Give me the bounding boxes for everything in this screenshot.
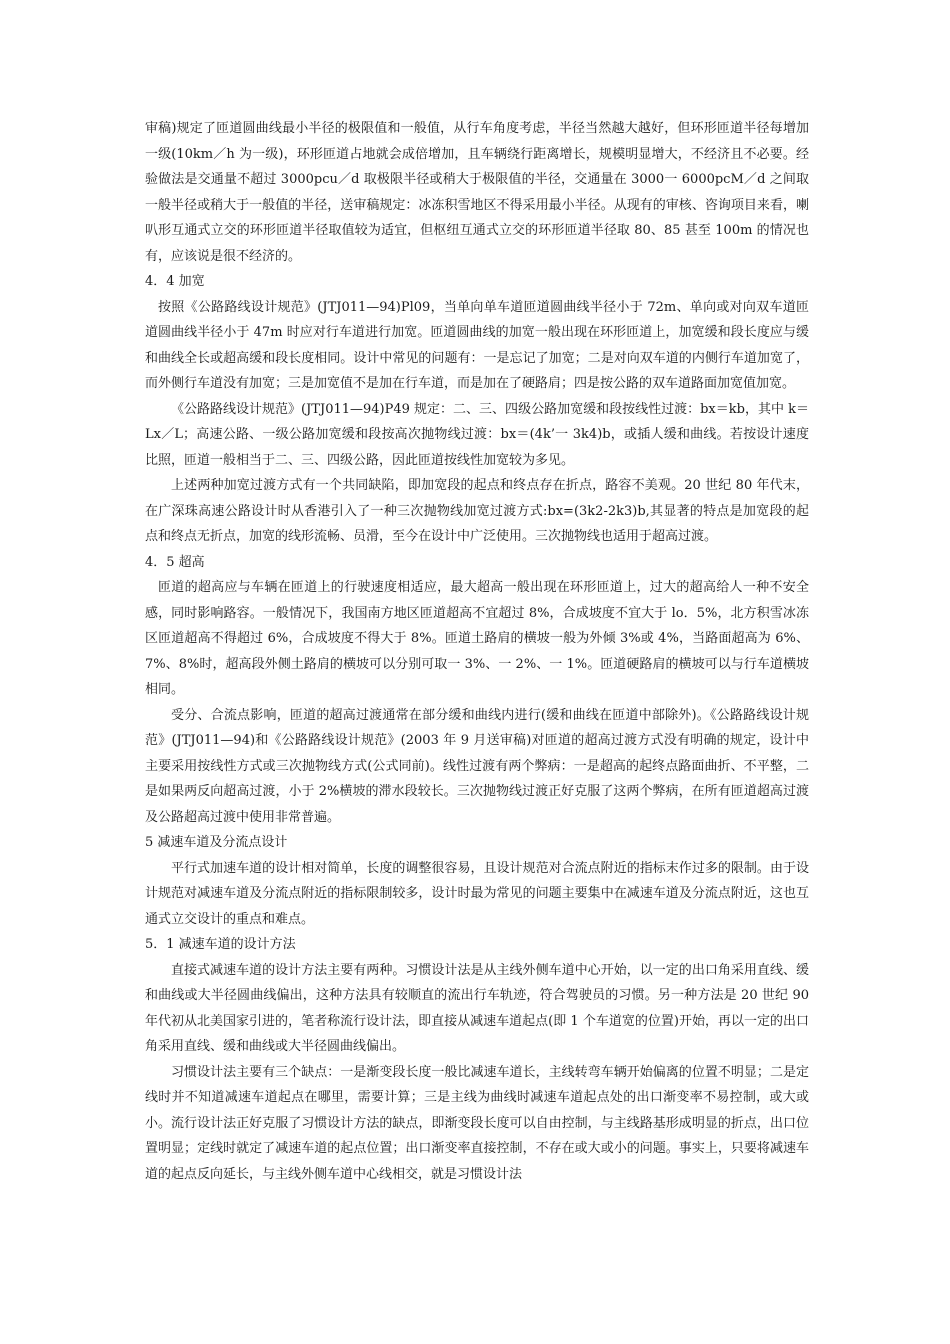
paragraph-decel-methods: 直接式减速车道的设计方法主要有两种。习惯设计法是从主线外侧车道中心开始，以一定的出口角采用直线、缓和曲线或大半径圆曲线偏出，这种方法具有较顺直的流出行车轨迹，符合驾驶员的习惯。另一种方法是 20 世纪 90 年代初从北美国家引进的，笔者称流行设计法，即直接从减速车道起点(即 1 个车道宽的位置)开始，再以一定的出口角采用直线、缓和曲线或大半径圆曲线偏出。 xyxy=(145,962,809,1054)
paragraph-widening-rule: 按照《公路路线设计规范》(JTJ011—94)Pl09，当单向单车道匝道圆曲线半径小于 72m、单向或对向双车道匝道圆曲线半径小于 47m 时应对行车道进行加宽。匝道圆曲线的加宽一般出现在环形匝道上，加宽缓和段长度应与缓和曲线全长或超高缓和段长度相同。设计中常见的问题有：一是忘记了加宽；二是对向双车道的内侧行车道加宽了，而外侧行车道没有加宽；三是加宽值不是加在行车道，而是加在了硬路肩；四是按公路的双车道路面加宽值加宽。 xyxy=(145,299,809,391)
paragraph-min-radius: 审稿)规定了匝道圆曲线最小半径的极限值和一般值，从行车角度考虑，半径当然越大越好，但环形匝道半径每增加一级(10km／h 为一级)，环形匝道占地就会成倍增加，且车辆绕行距离增长，规模明显增大，不经济且不必要。经验做法是交通量不超过 3000pcu／d 取极限半径或稍大于极限值的半径，交通量在 3000一 6000pcM／d 之间取一般半径或稍大于一般值的半径，送审稿规定：冰冻积雪地区不得采用最小半径。从现有的审核、咨询项目来看，喇叭形互通式立交的环形匝道半径取值较为适宜，但枢纽互通式立交的环形匝道半径取 80、85 甚至 100m 的情况也有，应该说是很不经济的。 xyxy=(145,121,809,264)
paragraph-superelevation-transition: 受分、合流点影响，匝道的超高过渡通常在部分缓和曲线内进行(缓和曲线在匝道中部除外)。《公路路线设计规范》(JTJ011—94)和《公路路线设计规范》(2003 年 9 月送审稿)对匝道的超高过渡方式没有明确的规定，设计中主要采用按线性方式或三次抛物线方式(公式同前)。线性过渡有两个弊病：一是超高的起终点路面曲折、不平整，二是如果两反向超高过渡，小于 2%横坡的滞水段较长。三次抛物线过渡正好克服了这两个弊病，在所有匝道超高过渡及公路超高过渡中使用非常普遍。 xyxy=(145,707,809,825)
paragraph-widening-transition: 《公路路线设计规范》(JTJ011—94)P49 规定：二、三、四级公路加宽缓和段按线性过渡：bx＝kb，其中 k＝Lx／L；高速公路、一级公路加宽缓和段按高次抛物线过渡：bx＝(4k’一 3k4)b，或插人缓和曲线。若按设计速度比照，匝道一般相当于二、三、四级公路，因此匝道按线性加宽较为多见。 xyxy=(145,401,809,468)
paragraph-method-comparison: 习惯设计法主要有三个缺点：一是渐变段长度一般比减速车道长，主线转弯车辆开始偏离的位置不明显；二是定线时并不知道减速车道起点在哪里，需要计算；三是主线为曲线时减速车道起点处的出口渐变率不易控制，或大或小。流行设计法正好克服了习惯设计方法的缺点，即渐变段长度可以自由控制，与主线路基形成明显的折点，出口位置明显；定线时就定了减速车道的起点位置；出口渐变率直接控制，不存在或大或小的问题。事实上，只要将减速车道的起点反向延长，与主线外侧车道中心线相交，就是习惯设计法 xyxy=(145,1064,809,1182)
paragraph-cubic-parabola: 上述两种加宽过渡方式有一个共同缺陷，即加宽段的起点和终点存在折点，路容不美观。20 世纪 80 年代末，在广深珠高速公路设计时从香港引入了一种三次抛物线加宽过渡方式:bx=(3k2-2k3)b,其显著的特点是加宽段的起点和终点无折点，加宽的线形流畅、员滑，至今在设计中广泛使用。三次抛物线也适用于超高过渡。 xyxy=(145,478,809,544)
section-heading-4-5: 4．5 超高 xyxy=(145,554,205,570)
document-page xyxy=(145,116,809,1187)
paragraph-superelevation: 匝道的超高应与车辆在匝道上的行驶速度相适应，最大超高一般出现在环形匝道上，过大的超高给人一种不安全感，同时影响路容。一般情况下，我国南方地区匝道超高不宜超过 8%，合成坡度不宜大于 lo．5%，北方积雪冰冻区匝道超高不得超过 6%，合成坡度不得大于 8%。匝道土路肩的横坡一般为外倾 3%或 4%，当路面超高为 6%、7%、8%时，超高段外侧土路肩的横坡可以分别可取一 3%、一 2%、一 1%。匝道硬路肩的横坡可以与行车道横坡相同。 xyxy=(145,580,809,697)
section-heading-5: 5 减速车道及分流点设计 xyxy=(145,835,288,850)
section-heading-4-4: 4．4 加宽 xyxy=(145,274,205,289)
paragraph-accel-lane: 平行式加速车道的设计相对简单，长度的调整很容易，且设计规范对合流点附近的指标末作过多的限制。由于设计规范对减速车道及分流点附近的指标限制较多，设计时最为常见的问题主要集中在减速车道及分流点附近，这也互通式立交设计的重点和难点。 xyxy=(145,860,809,927)
section-heading-5-1: 5．1 减速车道的设计方法 xyxy=(145,937,296,952)
